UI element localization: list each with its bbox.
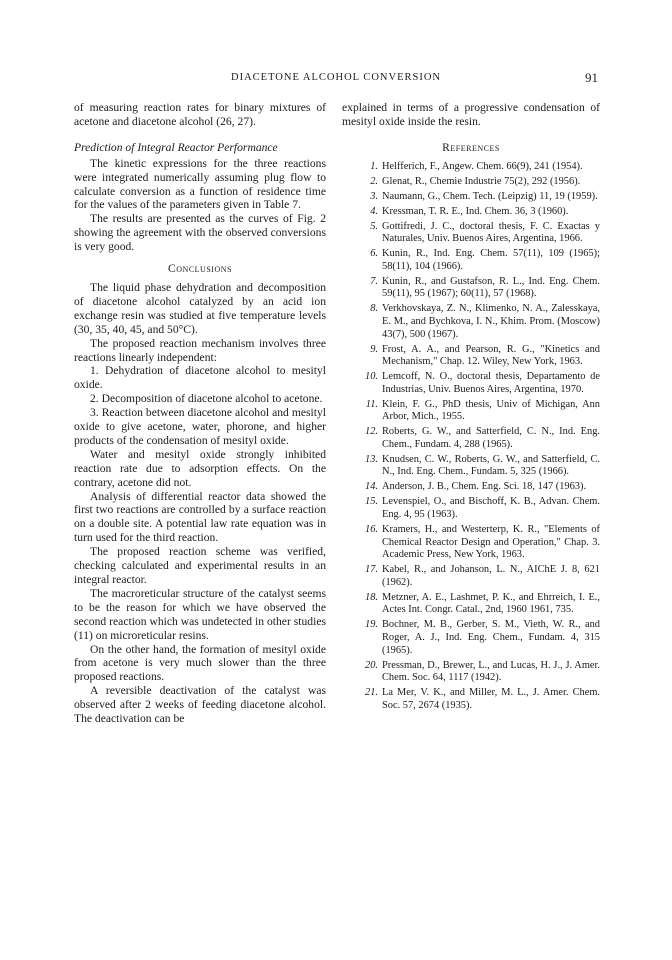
reference-text: Anderson, J. B., Chem. Eng. Sci. 18, 147 (1963).: [382, 481, 587, 493]
reference-text: Naumann, G., Chem. Tech. (Leipzig) 11, 19 (1959).: [382, 190, 598, 202]
reference-text: Lemcoff, N. O., doctoral thesis, Departamento de Industrias, Univ. Buenos Aires, Argentina, 1970.: [382, 371, 600, 395]
reference-item: [342, 496, 600, 521]
reference-number: 20.: [365, 659, 378, 671]
reference-number: 4.: [370, 205, 378, 217]
reference-number: 16.: [365, 524, 378, 536]
reference-item: [342, 619, 600, 657]
reference-text: Levenspiel, O., and Bischoff, K. B., Advan. Chem. Eng. 4, 95 (1963).: [382, 496, 600, 521]
reference-number: 11.: [365, 398, 378, 410]
paragraph-mechanism: The proposed reaction mechanism involves three reactions linearly independent:: [74, 336, 326, 364]
reference-number: 15.: [365, 496, 378, 508]
reference-number: 13.: [365, 453, 378, 465]
reference-number: 7.: [370, 275, 378, 287]
page-number: 91: [585, 70, 598, 85]
reference-text: Metzner, A. E., Lashmet, P. K., and Ehrreich, I. E., Actes Int. Congr. Catal., 2nd, 1960 1961, 735.: [382, 591, 600, 616]
reference-number: 18.: [365, 591, 378, 603]
reference-item: [342, 399, 600, 424]
reference-item: [342, 276, 600, 301]
reference-text: Roberts, G. W., and Satterfield, C. N., Ind. Eng. Chem., Fundam. 4, 288 (1965).: [382, 426, 600, 450]
section-heading-references: References: [442, 140, 500, 154]
reference-number: 6.: [370, 248, 378, 260]
reference-text: Kabel, R., and Johanson, L. N., AIChE J. 8, 621 (1962).: [382, 564, 600, 588]
reference-text: La Mer, V. K., and Miller, M. L., J. Amer. Chem. Soc. 57, 2674 (1935).: [382, 687, 600, 711]
reference-text: Knudsen, C. W., Roberts, G. W., and Satterfield, C. N., Ind. Eng. Chem., Fundam. 5, 325 (1966).: [382, 453, 600, 478]
reference-text: Frost, A. A., and Pearson, R. G., "Kinetics and Mechanism," Chap. 12. Wiley, New York, 1963.: [382, 343, 600, 368]
paragraph-deactivation: A reversible deactivation of the catalyst was observed after 2 weeks of feeding diacetone alcohol. The deactivation can be: [74, 684, 326, 726]
reference-number: 12.: [365, 426, 378, 438]
left-column: [74, 101, 326, 726]
reference-text: Bochner, M. B., Gerber, S. M., Vieth, W. R., and Roger, A. J., Ind. Eng. Chem., Fundam. 4, 315 (1965).: [382, 619, 600, 656]
running-head: DIACETONE ALCOHOL CONVERSION: [231, 72, 441, 83]
paragraph-other-hand: On the other hand, the formation of mesityl oxide from acetone is very much slower than the three proposed reactions.: [74, 642, 326, 684]
paragraph-verified: The proposed reaction scheme was verified, checking calculated and experimental results in an integral reactor.: [74, 545, 326, 586]
reference-text: Verkhovskaya, Z. N., Klimenko, N. A., Zalesskaya, E. M., and Bychkova, I. N., Khim. Prom. (Moscow) 43(7), 500 (1967).: [382, 303, 600, 340]
reference-item: [342, 303, 600, 341]
reference-text: Klein, F. G., PhD thesis, Univ of Michigan, Ann Arbor, Mich., 1955.: [382, 398, 600, 423]
reference-number: 9.: [370, 343, 378, 355]
reference-item: [342, 248, 600, 273]
paragraph-analysis: Analysis of differential reactor data showed the first two reactions are controlled by a surface reaction on a double site. A potential law rate equation was in turn used for the third reaction.: [74, 489, 326, 545]
reference-item: [342, 221, 600, 246]
section-heading-prediction: Prediction of Integral Reactor Performance: [74, 140, 278, 154]
paragraph-intro: of measuring reaction rates for binary mixtures of acetone and diacetone alcohol (26, 27).: [74, 101, 326, 128]
reference-item: [342, 481, 600, 494]
section-heading-conclusions: Conclusions: [168, 262, 232, 276]
list-item-2: 2. Decomposition of diacetone alcohol to acetone.: [90, 392, 323, 406]
reference-number: 17.: [365, 564, 378, 576]
paragraph-water: Water and mesityl oxide strongly inhibited reaction rate due to adsorption effects. On the contrary, acetone did not.: [74, 447, 326, 489]
reference-number: 8.: [370, 303, 378, 315]
reference-number: 5.: [370, 220, 378, 232]
reference-text: Helfferich, F., Angew. Chem. 66(9), 241 (1954).: [382, 160, 583, 172]
reference-number: 10.: [365, 371, 378, 383]
reference-item: [342, 454, 600, 479]
reference-number: 1.: [370, 160, 378, 172]
reference-number: 21.: [365, 687, 378, 699]
reference-item: [342, 206, 600, 219]
reference-text: Gottifredi, J. C., doctoral thesis, F. C. Exactas y Naturales, Univ. Buenos Aires, Argentina, 1966.: [382, 220, 600, 245]
reference-number: 2.: [370, 175, 378, 187]
reference-item: [342, 176, 600, 189]
reference-item: [342, 687, 600, 712]
reference-item: [342, 524, 600, 562]
reference-text: Kunin, R., and Gustafson, R. L., Ind. Eng. Chem. 59(11), 95 (1967); 60(11), 57 (1968).: [382, 275, 600, 300]
paragraph-macroreticular: The macroreticular structure of the catalyst seems to be the reason for which we have observed the second reaction which was undetected in other studies (11) on microreticular resins.: [74, 586, 326, 642]
reference-number: 14.: [365, 481, 378, 493]
reference-text: Glenat, R., Chemie Industrie 75(2), 292 (1956).: [382, 175, 581, 187]
reference-item: [342, 161, 600, 174]
list-item-1: 1. Dehydration of diacetone alcohol to mesityl oxide.: [74, 364, 326, 392]
reference-number: 3.: [370, 190, 378, 202]
reference-item: [342, 660, 600, 685]
reference-number: 19.: [365, 619, 378, 631]
list-item-3: 3. Reaction between diacetone alcohol and mesityl oxide to give acetone, water, phorone, and higher products of the condensation of mesityl oxide.: [74, 406, 326, 447]
reference-item: [342, 564, 600, 589]
reference-text: Kramers, H., and Westerterp, K. R., "Elements of Chemical Reactor Design and Operation," Chap. 3. Academic Press, New York, 1963.: [382, 524, 600, 561]
paragraph-liquid-phase: The liquid phase dehydration and decomposition of diacetone alcohol catalyzed by an acid ion exchange resin was studied at five temperature levels (30, 35, 40, 45, and 50°C).: [74, 280, 326, 336]
reference-item: [342, 344, 600, 369]
reference-text: Kunin, R., Ind. Eng. Chem. 57(11), 109 (1965); 58(11), 104 (1966).: [382, 248, 600, 272]
page-header: [74, 72, 598, 88]
reference-text: Pressman, D., Brewer, L., and Lucas, H. J., J. Amer. Chem. Soc. 64, 1117 (1942).: [382, 659, 600, 684]
right-column: [342, 101, 600, 715]
reference-item: [342, 426, 600, 451]
paragraph-kinetic: The kinetic expressions for the three reactions were integrated numerically assuming plug flow to calculate conversion as a function of residence time for the values of the parameters given in Table 7.: [74, 156, 326, 212]
paragraph-continued: explained in terms of a progressive condensation of mesityl oxide inside the resin.: [342, 101, 600, 128]
reference-list: [342, 161, 600, 713]
reference-item: [342, 191, 600, 204]
reference-text: Kressman, T. R. E., Ind. Chem. 36, 3 (1960).: [382, 205, 569, 217]
reference-item: [342, 592, 600, 617]
reference-item: [342, 371, 600, 396]
paragraph-results: The results are presented as the curves of Fig. 2 showing the agreement with the observed conversions is very good.: [74, 212, 326, 254]
